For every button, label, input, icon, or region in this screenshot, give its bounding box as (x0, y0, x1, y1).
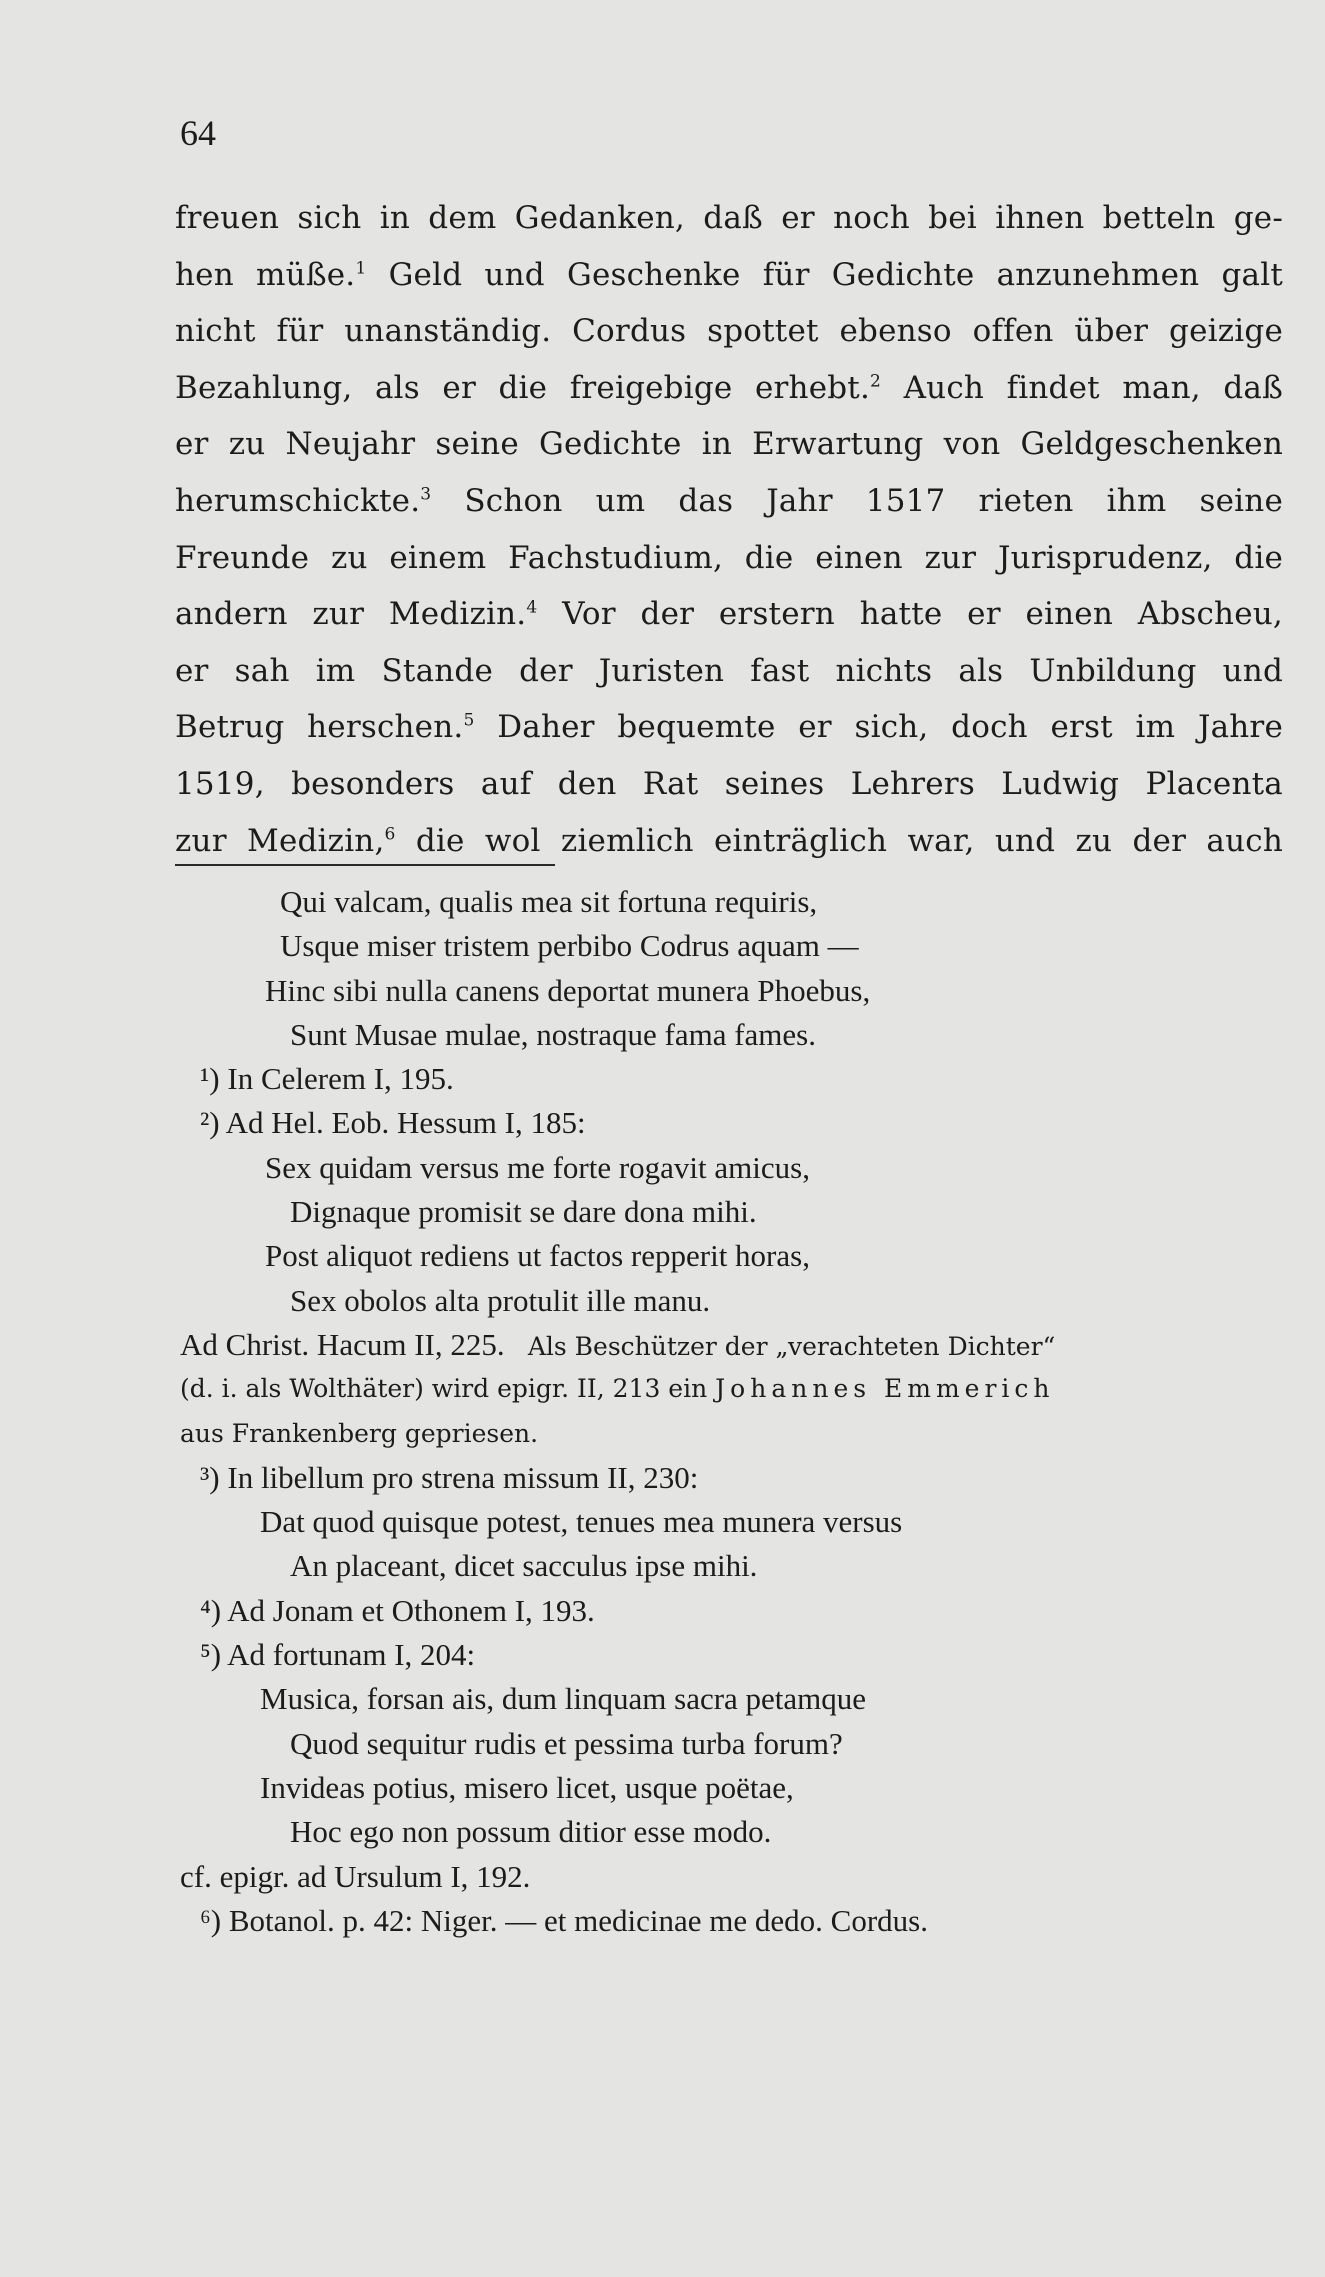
body-line: nicht für unanständig. Cordus spottet ebenso offen über geizige (175, 313, 1283, 350)
footnote-entry: ⁴) Ad Jonam et Othonem I, 193. (200, 1592, 595, 1628)
body-line: Betrug herschen.$^5$ Daher bequemte er sich, doch erst im Jahre (175, 709, 1283, 746)
footnote-entry: (d. i. als Wolthäter) wird epigr. II, 213 ein Johannes Emmerich (180, 1374, 1055, 1404)
footnote-verse-line: Invideas potius, misero licet, usque poëtae, (260, 1769, 794, 1805)
footnotes (175, 880, 1283, 1943)
body-text (175, 190, 1283, 869)
footnote-entry: ¹) In Celerem I, 195. (200, 1061, 454, 1097)
footnote-marker: 6 (384, 824, 396, 845)
footnote-entry: ⁶) Botanol. p. 42: Niger. — et medicinae me dedo. Cordus. (200, 1902, 928, 1938)
body-line: Bezahlung, als er die freigebige erhebt.$^2$ Auch findet man, daß (175, 369, 1283, 406)
body-line: freuen sich in dem Gedanken, daß er noch bei ihnen betteln ge- (175, 200, 1283, 236)
footnote-entry: ²) Ad Hel. Eob. Hessum I, 185: (200, 1105, 586, 1141)
footnote-entry: ³) In libellum pro strena missum II, 230: (200, 1459, 699, 1495)
footnote-entry: cf. epigr. ad Ursulum I, 192. (180, 1858, 531, 1894)
body-line: er sah im Stande der Juristen fast nichts als Unbildung und (175, 652, 1283, 689)
footnote-entry: ⁵) Ad fortunam I, 204: (200, 1637, 476, 1673)
footnote-marker: 4 (526, 597, 538, 618)
body-line: Freunde zu einem Fachstudium, die einen zur Jurisprudenz, die (175, 539, 1283, 576)
body-line: andern zur Medizin.$^4$ Vor der erstern hatte er einen Abscheu, (175, 596, 1283, 633)
body-line: 1519, besonders auf den Rat seines Lehrers Ludwig Placenta (175, 765, 1283, 802)
footnote-verse-line: Usque miser tristem perbibo Codrus aquam — (280, 928, 859, 964)
footnote-verse-line: Musica, forsan ais, dum linquam sacra petamque (260, 1681, 867, 1717)
footnote-verse-line: Post aliquot rediens ut factos repperit horas, (265, 1238, 810, 1274)
body-line: zur Medizin,$^6$ die wol ziemlich einträglich war, und zu der auch (175, 822, 1283, 859)
footnote-marker: 1 (355, 258, 367, 279)
body-line: herumschickte.$^3$ Schon um das Jahr 1517 rieten ihm seine (175, 482, 1283, 519)
footnote-entry: Ad Christ. Hacum II, 225. Als Beschützer der „verachteten Dichter“ (180, 1326, 1056, 1362)
footnote-entry: aus Frankenberg gepriesen. (180, 1418, 539, 1448)
footnote-marker: 3 (420, 484, 432, 505)
footnote-verse-line: Quod sequitur rudis et pessima turba forum? (290, 1725, 843, 1761)
footnote-divider (175, 864, 555, 866)
footnote-marker: 5 (463, 711, 475, 732)
footnote-verse-line: Dat quod quisque potest, tenues mea munera versus (260, 1504, 903, 1540)
body-line: er zu Neujahr seine Gedichte in Erwartung von Geldgeschenken (175, 426, 1283, 463)
body-line: hen müße.$^1$ Geld und Geschenke für Gedichte anzunehmen galt (175, 256, 1283, 293)
page-number: 64 (180, 113, 216, 153)
footnote-verse-line: Sunt Musae mulae, nostraque fama fames. (290, 1016, 816, 1052)
footnote-marker: 2 (870, 371, 882, 392)
footnote-verse-line: Qui valcam, qualis mea sit fortuna requiris, (280, 884, 818, 919)
footnote-verse-line: Hinc sibi nulla canens deportat munera Phoebus, (265, 972, 871, 1008)
footnote-verse-line: An placeant, dicet sacculus ipse mihi. (290, 1548, 758, 1584)
footnote-verse-line: Hoc ego non possum ditior esse modo. (290, 1814, 772, 1850)
footnote-verse-line: Dignaque promisit se dare dona mihi. (290, 1194, 757, 1230)
footnote-verse-line: Sex quidam versus me forte rogavit amicus, (265, 1149, 810, 1185)
footnote-verse-line: Sex obolos alta protulit ille manu. (290, 1282, 711, 1318)
